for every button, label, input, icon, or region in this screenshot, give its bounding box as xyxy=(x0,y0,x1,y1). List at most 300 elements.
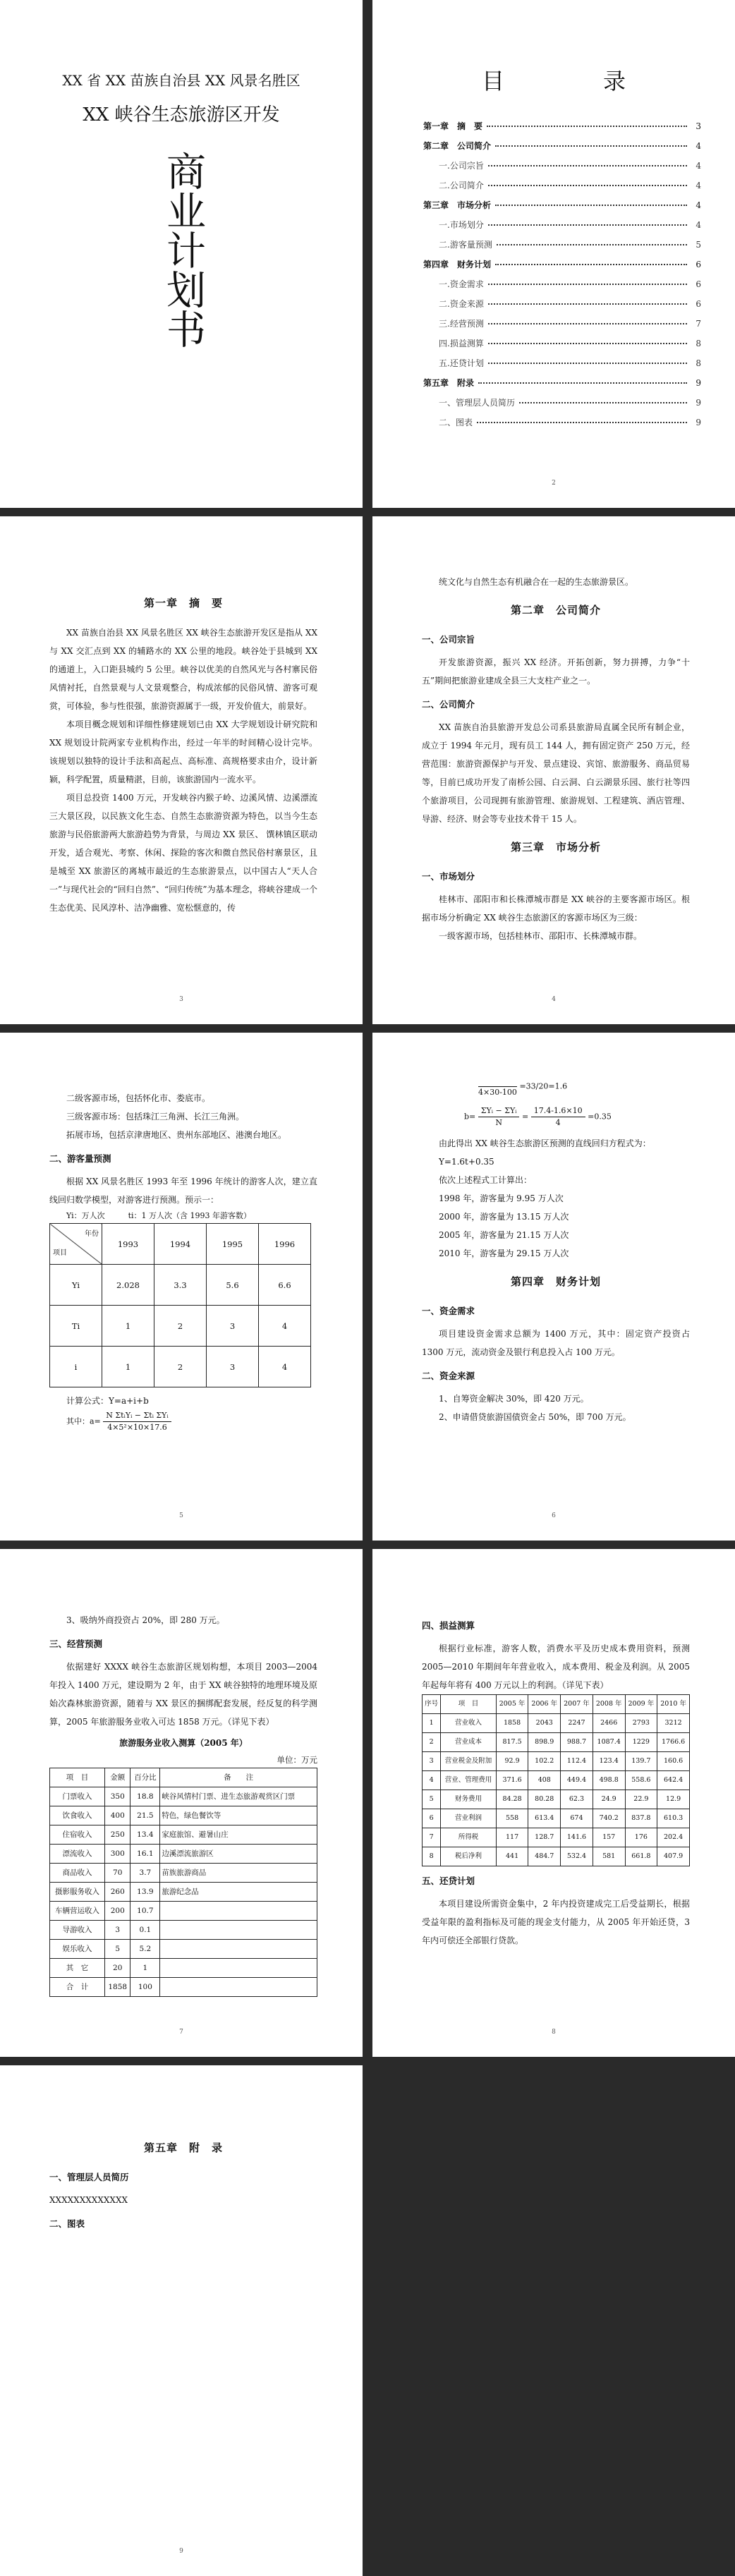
toc-entry-label: 第三章 市场分析 xyxy=(423,200,492,210)
table-row xyxy=(50,1940,317,1959)
toc-title: 目 录 xyxy=(481,68,664,95)
table-cell: 70 xyxy=(105,1864,130,1883)
toc-page-number: 4 xyxy=(695,181,701,190)
row-label: Ti xyxy=(50,1306,102,1347)
formula-numerator: N ΣtᵢYᵢ − Σtᵢ ΣYᵢ xyxy=(103,1410,171,1422)
toc-page-number: 6 xyxy=(695,260,701,269)
toc-leader-dots xyxy=(488,284,687,285)
section-heading: 一、资金需求 xyxy=(422,1306,475,1316)
toc-entry-label: 第二章 公司简介 xyxy=(423,141,492,151)
toc-entry-label: 第四章 财务计划 xyxy=(423,260,492,269)
table-cell: 558.6 xyxy=(625,1771,657,1790)
year-header: 1995 xyxy=(207,1224,259,1265)
table-row xyxy=(50,1902,317,1921)
toc-entry[interactable] xyxy=(423,159,701,179)
toc-entry-label: 二、图表 xyxy=(439,418,473,427)
toc-entry[interactable] xyxy=(423,120,701,140)
cover-vertical-title: 商业计划书 xyxy=(160,151,206,348)
table-cell: 441 xyxy=(496,1847,528,1866)
toc-page-number: 9 xyxy=(695,378,701,388)
table-cell: 2 xyxy=(154,1347,207,1387)
table-cell: 2466 xyxy=(593,1714,625,1733)
toc-leader-dots xyxy=(477,422,687,423)
table-cell: 峡谷风情村门票、进生态旅游观赏区门票 xyxy=(160,1787,317,1806)
section-heading: 五、还贷计划 xyxy=(422,1876,475,1886)
toc-entry[interactable] xyxy=(423,317,701,337)
table-cell: 2 xyxy=(423,1733,441,1752)
paragraph: 3、吸纳外商投资占 20%，即 280 万元。 xyxy=(66,1615,225,1625)
page-9 xyxy=(0,2065,363,2576)
table-cell xyxy=(160,1921,317,1940)
table-row xyxy=(423,1733,690,1752)
formula-a-result xyxy=(422,1075,690,1098)
section-heading: 二、资金来源 xyxy=(422,1371,475,1381)
table-cell: 边溪漂流旅游区 xyxy=(160,1845,317,1864)
table-cell: 12.9 xyxy=(657,1790,690,1809)
table-cell: 1 xyxy=(130,1959,160,1978)
formula-fraction: 4×30-100 xyxy=(478,1075,517,1098)
table-cell: 100 xyxy=(130,1978,160,1997)
table-cell: 营业税金及附加 xyxy=(441,1752,496,1771)
toc-page-number: 5 xyxy=(695,240,701,250)
table-cell xyxy=(160,1959,317,1978)
toc-page-number: 4 xyxy=(695,200,701,210)
paragraph: 桂林市、邵阳市和长株潭城市群是 XX 峡谷的主要客源市场区。根据市场分析确定 XX 峡谷生态旅游区的客源市场区为三级： xyxy=(422,894,690,923)
page-number: 4 xyxy=(552,996,556,1003)
toc-entry[interactable] xyxy=(423,179,701,199)
row-label: i xyxy=(50,1347,102,1387)
table-cell: 112.4 xyxy=(561,1752,593,1771)
table-row xyxy=(50,1864,317,1883)
table-cell: 16.1 xyxy=(130,1845,160,1864)
table-cell: 商品收入 xyxy=(50,1864,105,1883)
page-number: 9 xyxy=(179,2548,183,2555)
table-cell: 408 xyxy=(528,1771,561,1790)
column-header: 2010 年 xyxy=(657,1695,690,1714)
toc-leader-dots xyxy=(488,165,687,166)
table-cell xyxy=(160,1902,317,1921)
formula-b: b= $\frac{\text{ΣYᵢ − ΣYᵢ}}{N}$ = $\frac{17.4-1.6\times 10}{4}$ =0.35 xyxy=(464,1106,612,1127)
table-cell: 24.9 xyxy=(593,1790,625,1809)
table-cell: 128.7 xyxy=(528,1828,561,1847)
toc-leader-dots xyxy=(488,185,687,186)
toc-leader-dots xyxy=(488,363,687,364)
profit-table xyxy=(422,1694,690,1866)
toc-page-number: 3 xyxy=(695,121,701,131)
table-cell: 5 xyxy=(423,1790,441,1809)
table-cell: 7 xyxy=(423,1828,441,1847)
toc-entry[interactable] xyxy=(423,396,701,416)
page-3 xyxy=(0,516,363,1024)
table-cell: 8 xyxy=(423,1847,441,1866)
table-cell: 674 xyxy=(561,1809,593,1828)
table-cell: 260 xyxy=(105,1883,130,1902)
formula-result: =33/20=1.6 xyxy=(519,1081,568,1091)
paragraph: 本项目建设所需资金集中，2 年内投资建成完工后受益期长，根据受益年限的盈利指标及可能的现金支付能力，从 2005 年开始还贷，3 年内可偿还全部银行贷款。 xyxy=(422,1899,690,1945)
placeholder-text: XXXXXXXXXXXXX xyxy=(49,2195,128,2205)
toc-entry-label: 二.游客量预测 xyxy=(439,240,492,250)
table-cell: 13.4 xyxy=(130,1825,160,1845)
table-cell: 84.28 xyxy=(496,1790,528,1809)
page-number: 6 xyxy=(552,1512,556,1519)
toc-leader-dots xyxy=(488,343,687,344)
table-row xyxy=(50,1306,311,1347)
table-cell: 1 xyxy=(102,1347,154,1387)
table-cell: 营业收入 xyxy=(441,1714,496,1733)
paragraph: 开发旅游资源，振兴 XX 经济。开拓创新，努力拼搏，力争“十五”期间把旅游业建成全县三大支柱产业之一。 xyxy=(422,657,690,686)
toc-page-number: 4 xyxy=(695,141,701,151)
table-cell: 4 xyxy=(423,1771,441,1790)
visitor-table xyxy=(49,1223,311,1387)
table-cell: 营业利润 xyxy=(441,1809,496,1828)
toc-leader-dots xyxy=(487,126,687,127)
toc-entry[interactable] xyxy=(423,377,701,396)
paragraph: 本项目概念规划和详细性修建规划已由 XX 大学规划设计研究院和 XX 规划设计院两家专业机构作出，经过一年半的时间精心设计完毕。该规划以独特的设计手法和高起点、高标准、高规格要求由介，设计新颖，科学配置，质量精湛，目前，该旅游国内一流水平。 xyxy=(49,719,317,784)
paragraph: XX 苗族自治县旅游开发总公司系县旅游局直属全民所有制企业，成立于 1994 年元月，现有员工 144 人，拥有固定资产 250 万元，经营范围：旅游资源保护与开发、景点建设、宾馆、旅游服务、商品贸易等，目前已成功开发了南桥公园、白云洞、白云湖景乐园、旅行社等四个旅游项目，公司现拥有旅游管理、旅游规划、工程建筑、酒店管理、导游、经济、财会等专业技术骨干 15 人。 xyxy=(422,722,690,824)
column-header: 金额 xyxy=(105,1768,130,1787)
table-cell: 财务费用 xyxy=(441,1790,496,1809)
page-toc xyxy=(372,0,735,508)
table-cell: 300 xyxy=(105,1845,130,1864)
table-caption: Yi：万人次 ti：1 万人次（含 1993 年游客数） xyxy=(66,1211,252,1220)
paragraph: 统文化与自然生态有机融合在一起的生态旅游景区。 xyxy=(439,577,634,587)
formula-label: 其中：a= xyxy=(66,1416,101,1426)
table-cell: 898.9 xyxy=(528,1733,561,1752)
formula-fraction xyxy=(103,1410,171,1433)
table-cell: 817.5 xyxy=(496,1733,528,1752)
paragraph: 1、自筹资金解决 30%，即 420 万元。 xyxy=(439,1394,589,1404)
toc-leader-dots xyxy=(488,323,687,324)
table-cell: 1766.6 xyxy=(657,1733,690,1752)
table-cell: 1087.4 xyxy=(593,1733,625,1752)
table-cell: 1858 xyxy=(105,1978,130,1997)
table-cell: 特色，绿色餐饮等 xyxy=(160,1806,317,1825)
toc-entry-label: 一.市场划分 xyxy=(439,220,484,230)
toc-page-number: 9 xyxy=(695,418,701,427)
table-cell: 92.9 xyxy=(496,1752,528,1771)
table-cell: 837.8 xyxy=(625,1809,657,1828)
table-cell: 22.9 xyxy=(625,1790,657,1809)
table-cell: 3 xyxy=(105,1921,130,1940)
table-cell: 所得税 xyxy=(441,1828,496,1847)
paragraph: 依据建好 XXXX 峡谷生态旅游区规划构想，本项目 2003—2004 年投入 1400 万元，建设期为 2 年，由于 XX 峡谷独特的地理环境及原始次森林旅游资源，随着与 XX 景区的捆绑配套发展，经反复的科学测算，2005 年旅游服务业收入可达 1858 万元。（详见下表） xyxy=(49,1662,317,1727)
section-heading: 一、管理层人员简历 xyxy=(49,2172,129,2182)
toc-page-number: 8 xyxy=(695,339,701,348)
toc-entry-label: 三.经营预测 xyxy=(439,319,484,329)
column-header: 百分比 xyxy=(130,1768,160,1787)
header-diagonal-cell xyxy=(50,1224,102,1265)
table-cell: 371.6 xyxy=(496,1771,528,1790)
table-row xyxy=(50,1845,317,1864)
column-header: 2005 年 xyxy=(496,1695,528,1714)
table-cell: 558 xyxy=(496,1809,528,1828)
page-number: 8 xyxy=(552,2029,556,2036)
table-row xyxy=(50,1265,311,1306)
table-cell: 988.7 xyxy=(561,1733,593,1752)
section-heading: 二、公司简介 xyxy=(422,699,475,710)
header-item-label: 项目 xyxy=(53,1249,67,1257)
table-row xyxy=(423,1790,690,1809)
table-cell: 160.6 xyxy=(657,1752,690,1771)
table-cell: 202.4 xyxy=(657,1828,690,1847)
table-cell: 642.4 xyxy=(657,1771,690,1790)
toc-entry[interactable] xyxy=(423,337,701,357)
toc-entry-label: 二.资金来源 xyxy=(439,299,484,309)
table-cell: 3.7 xyxy=(130,1864,160,1883)
toc-leader-dots xyxy=(495,264,687,265)
table-cell: 532.4 xyxy=(561,1847,593,1866)
table-cell: 62.3 xyxy=(561,1790,593,1809)
paragraph: 2、申请借贷旅游国债资金占 50%，即 700 万元。 xyxy=(439,1412,631,1422)
toc-entry-label: 四.损益测算 xyxy=(439,339,484,348)
toc-page-number: 9 xyxy=(695,398,701,408)
toc-list xyxy=(423,120,701,436)
table-cell: 661.8 xyxy=(625,1847,657,1866)
page-number: 5 xyxy=(179,1512,183,1519)
table-cell: 3 xyxy=(207,1306,259,1347)
table-cell: 80.28 xyxy=(528,1790,561,1809)
year-header: 1996 xyxy=(259,1224,311,1265)
table-cell: 250 xyxy=(105,1825,130,1845)
page-cover xyxy=(0,0,363,508)
toc-page-number: 4 xyxy=(695,161,701,171)
toc-entry[interactable] xyxy=(423,416,701,436)
table-cell: 饮食收入 xyxy=(50,1806,105,1825)
toc-entry-label: 一.资金需求 xyxy=(439,279,484,289)
table-cell: 门票收入 xyxy=(50,1787,105,1806)
paragraph: Y=1.6t+0.35 xyxy=(439,1157,494,1167)
toc-page-number: 6 xyxy=(695,279,701,289)
paragraph: 项目建设资金需求总额为 1400 万元，其中：固定资产投资占 1300 万元，流动资金及银行利息投入占 100 万元。 xyxy=(422,1329,690,1357)
toc-entry-label: 一、管理层人员简历 xyxy=(439,398,516,408)
table-cell: 5.6 xyxy=(207,1265,259,1306)
toc-entry[interactable] xyxy=(423,199,701,219)
column-header: 项 目 xyxy=(50,1768,105,1787)
table-cell: 1229 xyxy=(625,1733,657,1752)
table-row xyxy=(423,1714,690,1733)
row-label: Yi xyxy=(50,1265,102,1306)
page-7 xyxy=(0,1549,363,2057)
table-cell: 5.2 xyxy=(130,1940,160,1959)
table-cell: 0.1 xyxy=(130,1921,160,1940)
chapter-title: 第三章 市场分析 xyxy=(510,841,601,853)
table-cell: 10.7 xyxy=(130,1902,160,1921)
table-cell: 123.4 xyxy=(593,1752,625,1771)
toc-entry[interactable] xyxy=(423,278,701,298)
section-heading: 一、公司宗旨 xyxy=(422,634,475,645)
column-header: 2007 年 xyxy=(561,1695,593,1714)
table-cell: 4 xyxy=(259,1347,311,1387)
toc-entry-label: 五.还贷计划 xyxy=(439,358,484,368)
toc-page-number: 7 xyxy=(695,319,701,329)
section-heading: 二、图表 xyxy=(49,2218,85,2229)
paragraph: 根据 XX 风景名胜区 1993 年至 1996 年统计的游客人次，建立直线回归数学模型，对游客进行预测。预示一： xyxy=(49,1177,317,1205)
table-cell: 141.6 xyxy=(561,1828,593,1847)
table-cell: 旅游纪念品 xyxy=(160,1883,317,1902)
table-cell: 3 xyxy=(423,1752,441,1771)
table-cell: 5 xyxy=(105,1940,130,1959)
table-row xyxy=(50,1978,317,1997)
table-cell: 1 xyxy=(102,1306,154,1347)
table-row xyxy=(50,1825,317,1845)
table-header-row xyxy=(423,1695,690,1714)
paragraph: 拓展市场，包括京津唐地区、贵州东部地区、港澳台地区。 xyxy=(66,1130,287,1140)
table-cell: 139.7 xyxy=(625,1752,657,1771)
chapter-title: 第二章 公司简介 xyxy=(510,604,601,616)
table-cell: 娱乐收入 xyxy=(50,1940,105,1959)
paragraph: 由此得出 XX 峡谷生态旅游区预测的直线回归方程式为： xyxy=(439,1138,651,1148)
toc-page-number: 6 xyxy=(695,299,701,309)
section-heading: 二、游客量预测 xyxy=(49,1153,111,1164)
table-cell: 1858 xyxy=(496,1714,528,1733)
table-row xyxy=(50,1921,317,1940)
table-cell xyxy=(160,1978,317,1997)
table-cell: 350 xyxy=(105,1787,130,1806)
table-cell: 3.3 xyxy=(154,1265,207,1306)
table-header-row xyxy=(50,1768,317,1787)
table-cell: 484.7 xyxy=(528,1847,561,1866)
revenue-table xyxy=(49,1768,317,1997)
table-row xyxy=(50,1959,317,1978)
table-cell: 车辆营运收入 xyxy=(50,1902,105,1921)
toc-entry[interactable] xyxy=(423,140,701,159)
table-row xyxy=(423,1828,690,1847)
toc-entry[interactable] xyxy=(423,219,701,238)
table-cell: 21.5 xyxy=(130,1806,160,1825)
year-header: 1994 xyxy=(154,1224,207,1265)
paragraph: 1998 年，游客量为 9.95 万人次 xyxy=(439,1193,564,1203)
table-cell: 200 xyxy=(105,1902,130,1921)
toc-leader-dots xyxy=(495,145,687,147)
table-cell: 6 xyxy=(423,1809,441,1828)
toc-entry[interactable] xyxy=(423,258,701,278)
table-cell: 2 xyxy=(154,1306,207,1347)
table-row xyxy=(423,1847,690,1866)
table-title: 旅游服务业收入测算（2005 年） xyxy=(119,1738,248,1748)
column-header: 2009 年 xyxy=(625,1695,657,1714)
paragraph: 2000 年，游客量为 13.15 万人次 xyxy=(439,1212,569,1222)
table-cell: 1 xyxy=(423,1714,441,1733)
toc-leader-dots xyxy=(488,303,687,305)
toc-entry[interactable] xyxy=(423,357,701,377)
paragraph: 项目总投资 1400 万元，开发峡谷内猴子岭、边溪风情、边溪漂流三大景区段，以民族文化生态、自然生态旅游资源为特色，以当今生态旅游与民俗旅游两大旅游趋势为背景，与周边 XX 景区、 馔林镇区联动开发，适合观光、考察、休闲、探险的客次和微自然民俗村寨景区，且是城至 XX 旅游区的离城市最近的生态旅游景点，以中国古人“天人合一”与现代社会的“回归自然”、“回归传统”为基本理念，将峡谷建成一个生态优美、民风淳朴、洁净幽雅、宽松惬意的，传 xyxy=(49,793,317,913)
table-cell: 407.9 xyxy=(657,1847,690,1866)
table-cell: 13.9 xyxy=(130,1883,160,1902)
formula-text: 计算公式：Y=a+i+b xyxy=(66,1396,149,1406)
table-cell: 2043 xyxy=(528,1714,561,1733)
page-number: 2 xyxy=(552,480,556,487)
table-row xyxy=(423,1771,690,1790)
table-cell: 581 xyxy=(593,1847,625,1866)
section-heading: 一、市场划分 xyxy=(422,871,475,882)
table-cell: 610.3 xyxy=(657,1809,690,1828)
toc-entry-label: 二.公司简介 xyxy=(439,181,484,190)
table-cell: 176 xyxy=(625,1828,657,1847)
column-header: 备 注 xyxy=(160,1768,317,1787)
header-year-label: 年份 xyxy=(85,1230,99,1238)
column-header: 2008 年 xyxy=(593,1695,625,1714)
chapter-title: 第五章 附 录 xyxy=(143,2141,223,2154)
paragraph: 依次上述程式工计算出： xyxy=(439,1175,533,1185)
toc-entry[interactable] xyxy=(423,298,701,317)
table-cell: 2.028 xyxy=(102,1265,154,1306)
chapter-title: 第四章 财务计划 xyxy=(510,1275,601,1288)
formula-a xyxy=(49,1410,317,1433)
column-header: 2006 年 xyxy=(528,1695,561,1714)
paragraph: 一级客源市场，包括桂林市、邵阳市、长株潭城市群。 xyxy=(439,931,643,941)
paragraph: 三级客源市场：包括珠江三角洲、长江三角洲。 xyxy=(66,1112,245,1122)
column-header: 项 目 xyxy=(441,1695,496,1714)
table-unit: 单位：万元 xyxy=(277,1755,317,1765)
paragraph: 二级客源市场，包括怀化市、娄底市。 xyxy=(66,1093,211,1103)
table-cell: 漂流收入 xyxy=(50,1845,105,1864)
table-cell: 449.4 xyxy=(561,1771,593,1790)
toc-leader-dots xyxy=(495,205,687,206)
toc-leader-dots xyxy=(488,224,687,226)
table-cell: 导游收入 xyxy=(50,1921,105,1940)
table-cell: 营业成本 xyxy=(441,1733,496,1752)
table-row xyxy=(50,1883,317,1902)
table-cell: 住宿收入 xyxy=(50,1825,105,1845)
year-header: 1993 xyxy=(102,1224,154,1265)
table-cell: 3 xyxy=(207,1347,259,1387)
table-cell: 4 xyxy=(259,1306,311,1347)
page-6 xyxy=(372,1033,735,1541)
toc-leader-dots xyxy=(519,402,687,403)
cover-title-line2: XX 峡谷生态旅游区开发 xyxy=(83,104,280,126)
section-heading: 三、经营预测 xyxy=(49,1639,103,1649)
toc-entry[interactable] xyxy=(423,238,701,258)
section-heading: 四、损益测算 xyxy=(422,1620,475,1631)
table-cell: 摄影服务收入 xyxy=(50,1883,105,1902)
table-cell: 102.2 xyxy=(528,1752,561,1771)
table-cell: 18.8 xyxy=(130,1787,160,1806)
table-cell: 157 xyxy=(593,1828,625,1847)
table-cell: 营业、管理费用 xyxy=(441,1771,496,1790)
toc-entry-label: 第五章 附录 xyxy=(423,378,475,388)
table-cell: 740.2 xyxy=(593,1809,625,1828)
column-header: 序号 xyxy=(423,1695,441,1714)
paragraph: 2005 年，游客量为 21.15 万人次 xyxy=(439,1230,569,1240)
table-row xyxy=(50,1806,317,1825)
table-cell: 其 它 xyxy=(50,1959,105,1978)
table-cell: 613.4 xyxy=(528,1809,561,1828)
formula-denominator: 4×5²×10×17.6 xyxy=(107,1423,167,1432)
table-row xyxy=(50,1347,311,1387)
table-cell xyxy=(160,1940,317,1959)
page-8 xyxy=(372,1549,735,2057)
table-cell: 合 计 xyxy=(50,1978,105,1997)
table-row xyxy=(50,1787,317,1806)
paragraph: 2010 年，游客量为 29.15 万人次 xyxy=(439,1248,569,1258)
toc-entry-label: 一.公司宗旨 xyxy=(439,161,484,171)
page-5 xyxy=(0,1033,363,1541)
toc-entry-label: 第一章 摘 要 xyxy=(423,121,483,131)
table-cell: 498.8 xyxy=(593,1771,625,1790)
toc-page-number: 8 xyxy=(695,358,701,368)
table-cell: 税后净利 xyxy=(441,1847,496,1866)
paragraph: XX 苗族自治县 XX 风景名胜区 XX 峡谷生态旅游开发区是指从 XX 与 XX 交汇点到 XX 的辅路水的 XX 公里的地段。峡谷处于县城到 XX 的通道上，入口距县城约 5 公里。峡谷以优美的自然风光与各村寨民俗风情衬托，自然景观与人文景观整合，构成浓郁的民俗风情、游客可观赏，可体验，参与性很强，旅游资源属于一级，开发价值大，前景好。 xyxy=(49,628,317,711)
page-number: 7 xyxy=(179,2029,183,2036)
table-cell: 3212 xyxy=(657,1714,690,1733)
page-number: 3 xyxy=(179,996,183,1003)
table-row xyxy=(423,1809,690,1828)
toc-page-number: 4 xyxy=(695,220,701,230)
table-cell: 苗族旅游商品 xyxy=(160,1864,317,1883)
table-cell: 6.6 xyxy=(259,1265,311,1306)
table-row xyxy=(423,1752,690,1771)
table-cell: 2247 xyxy=(561,1714,593,1733)
